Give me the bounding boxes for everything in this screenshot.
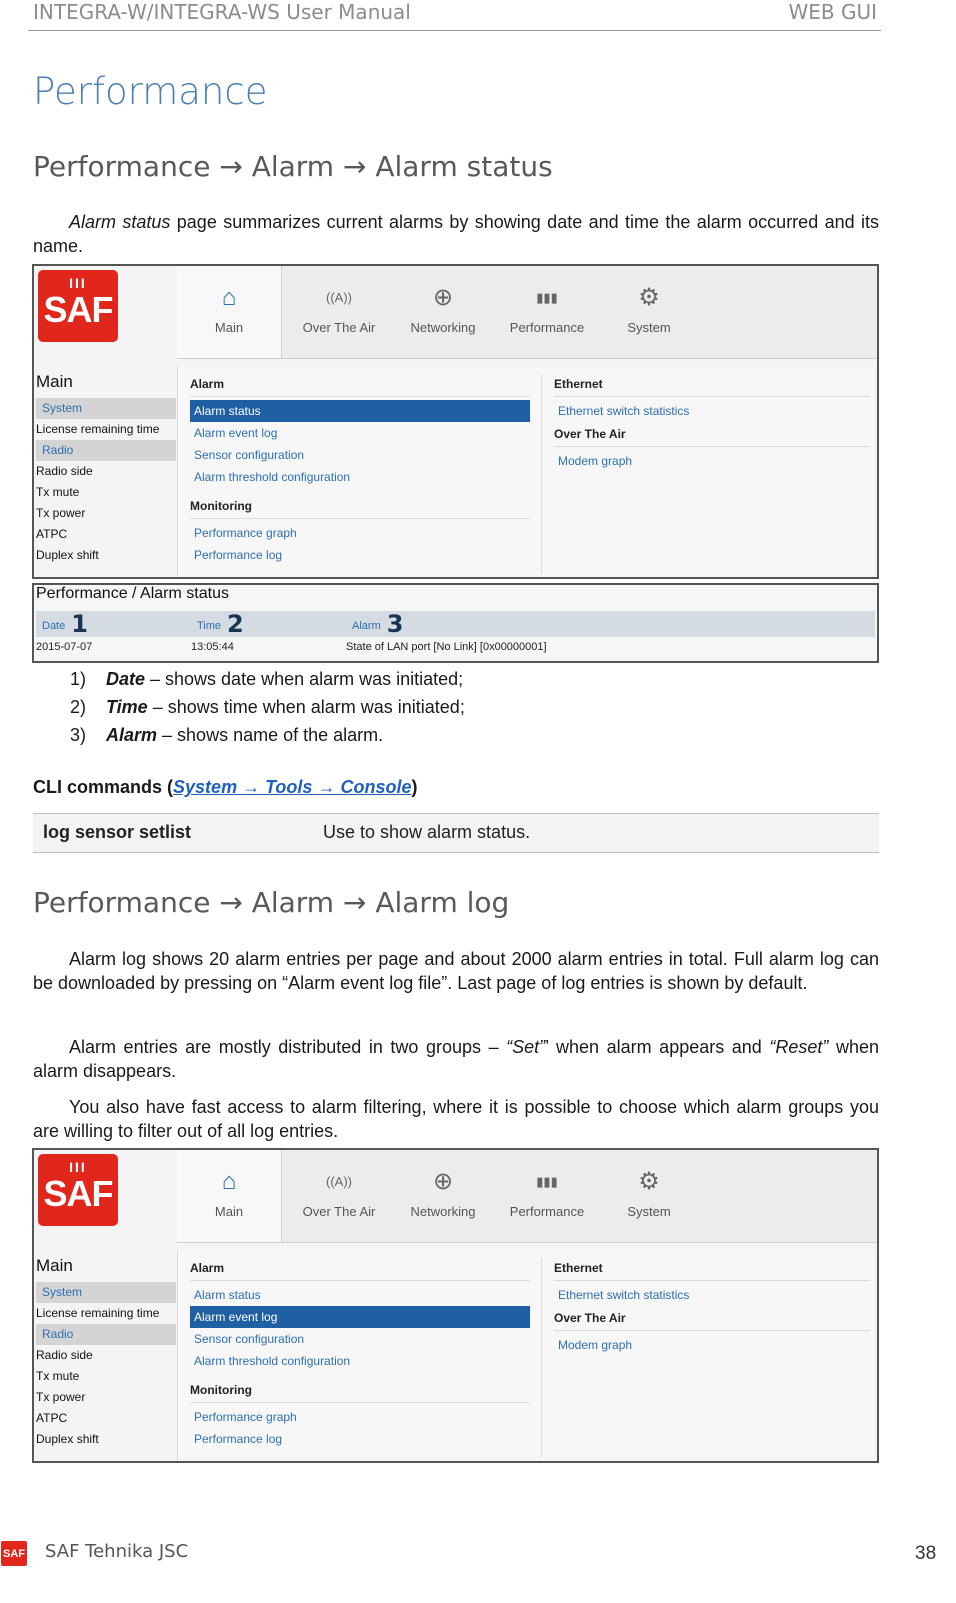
menu-performance-graph[interactable]: Performance graph bbox=[194, 526, 297, 540]
saf-logo: III SAF bbox=[38, 270, 118, 342]
side-group-radio[interactable]: Radio bbox=[36, 440, 176, 461]
side-item-tx-power: Tx power bbox=[36, 506, 86, 520]
bar-chart-icon: ▮▮▮ bbox=[536, 1174, 558, 1189]
cell-time: 13:05:44 bbox=[191, 641, 234, 653]
alarm-log-paragraph-3: You also have fast access to alarm filtering, where it is possible to choose which alarm groups you are willing to filter out of all log entries. bbox=[33, 1097, 879, 1141]
home-icon: ⌂ bbox=[221, 1168, 237, 1195]
top-navigation bbox=[177, 266, 877, 359]
footer-saf-logo: SAF bbox=[1, 1541, 27, 1566]
table-header bbox=[36, 611, 875, 637]
manual-title: INTEGRA-W/INTEGRA-WS User Manual bbox=[33, 0, 411, 24]
link-console[interactable]: Console bbox=[340, 777, 412, 797]
ethernet-heading: Ethernet bbox=[554, 372, 870, 397]
side-group-system[interactable]: System bbox=[36, 398, 176, 419]
cli-command: log sensor setlist bbox=[43, 822, 192, 842]
side-group-system[interactable]: System bbox=[36, 1282, 176, 1303]
link-system[interactable]: System bbox=[173, 777, 238, 797]
menu-alarm-threshold[interactable]: Alarm threshold configuration bbox=[194, 1354, 351, 1368]
menu-sensor-configuration[interactable]: Sensor configuration bbox=[194, 1332, 305, 1346]
nav-tab-system[interactable]: ⚙ System bbox=[597, 1150, 701, 1242]
menu-alarm-threshold[interactable]: Alarm threshold configuration bbox=[194, 470, 351, 484]
side-group-radio[interactable]: Radio bbox=[36, 1324, 176, 1345]
page-number: 38 bbox=[915, 1543, 937, 1564]
nav-tab-main[interactable]: ⌂ Main bbox=[177, 266, 282, 358]
column-alarm[interactable]: Alarm 3 bbox=[352, 610, 404, 638]
side-menu bbox=[36, 366, 176, 566]
menu-performance-graph[interactable]: Performance graph bbox=[194, 1410, 297, 1424]
side-item-atpc: ATPC bbox=[36, 1411, 68, 1425]
menu-alarm-status[interactable]: Alarm status bbox=[194, 1288, 261, 1302]
bar-chart-icon: ▮▮▮ bbox=[536, 290, 558, 305]
nav-tab-main[interactable]: ⌂ Main bbox=[177, 1150, 282, 1242]
intro-text: page summarizes current alarms by showing date and time the alarm occurred and its name. bbox=[33, 212, 879, 256]
alarm-log-paragraph-1: Alarm log shows 20 alarm entries per page and about 2000 alarm entries in total. Full alarm log can be downloaded by pressing on “Alarm event log file”. Last page of log entries is shown by default. bbox=[33, 949, 879, 993]
alarm-status-intro bbox=[33, 210, 879, 258]
alarm-heading: Alarm bbox=[190, 1256, 530, 1281]
side-item-duplex-shift: Duplex shift bbox=[36, 1432, 99, 1446]
menu-ethernet-switch-statistics[interactable]: Ethernet switch statistics bbox=[558, 404, 690, 418]
gui-screenshot-alarm-log bbox=[32, 1148, 879, 1463]
home-icon: ⌂ bbox=[221, 284, 237, 311]
monitoring-heading: Monitoring bbox=[190, 1378, 530, 1403]
performance-menu-panel bbox=[177, 1250, 874, 1460]
section-heading-alarm-log: Performance → Alarm → Alarm log bbox=[33, 886, 510, 919]
column-date[interactable]: Date 1 bbox=[42, 610, 88, 638]
gear-icon: ⚙ bbox=[638, 284, 660, 311]
side-menu-title: Main bbox=[36, 372, 73, 391]
side-item-tx-power: Tx power bbox=[36, 1390, 86, 1404]
saf-logo: III SAF bbox=[38, 1154, 118, 1226]
alarm-log-paragraph-2: Alarm entries are mostly distributed in two groups – “Set”’ when alarm appears and “Reset” when alarm disappears. bbox=[33, 1037, 879, 1081]
nav-tab-system[interactable]: ⚙ System bbox=[597, 266, 701, 358]
cell-date: 2015-07-07 bbox=[36, 641, 93, 653]
nav-tab-performance[interactable]: ▮▮▮ Performance bbox=[495, 1150, 599, 1242]
page-header bbox=[28, 0, 881, 31]
ota-heading: Over The Air bbox=[554, 422, 870, 447]
side-item-atpc: ATPC bbox=[36, 527, 68, 541]
side-item-license: License remaining time bbox=[36, 1306, 160, 1320]
gui-screenshot-alarm-status bbox=[32, 264, 879, 579]
alarm-column bbox=[190, 372, 530, 566]
side-item-tx-mute: Tx mute bbox=[36, 485, 80, 499]
column-divider bbox=[541, 374, 542, 574]
list-item: 2) Time – shows time when alarm was initiated; bbox=[70, 697, 465, 717]
side-item-radio-side: Radio side bbox=[36, 1348, 93, 1362]
side-menu-title: Main bbox=[36, 1256, 73, 1275]
globe-icon: ⊕ bbox=[432, 1168, 454, 1195]
section-label: WEB GUI bbox=[788, 0, 877, 24]
menu-ethernet-switch-statistics[interactable]: Ethernet switch statistics bbox=[558, 1288, 690, 1302]
performance-menu-panel bbox=[177, 366, 874, 576]
cell-alarm: State of LAN port [No Link] [0x00000001] bbox=[346, 641, 547, 653]
antenna-icon: ((A)) bbox=[326, 290, 352, 305]
menu-sensor-configuration[interactable]: Sensor configuration bbox=[194, 448, 305, 462]
menu-performance-log[interactable]: Performance log bbox=[194, 548, 283, 562]
menu-alarm-status[interactable]: Alarm status bbox=[190, 400, 530, 422]
column-time[interactable]: Time 2 bbox=[197, 610, 244, 638]
page-title: Performance bbox=[33, 70, 268, 113]
nav-tab-performance[interactable]: ▮▮▮ Performance bbox=[495, 266, 599, 358]
top-navigation bbox=[177, 1150, 877, 1243]
ethernet-column bbox=[554, 1256, 870, 1356]
menu-modem-graph[interactable]: Modem graph bbox=[558, 1338, 633, 1352]
callout-2: 2 bbox=[227, 610, 244, 638]
ethernet-heading: Ethernet bbox=[554, 1256, 870, 1281]
callout-3: 3 bbox=[386, 610, 404, 638]
side-item-duplex-shift: Duplex shift bbox=[36, 548, 99, 562]
table-title: Performance / Alarm status bbox=[36, 585, 229, 602]
link-tools[interactable]: Tools bbox=[265, 777, 313, 797]
footer-company: SAF Tehnika JSC bbox=[45, 1541, 189, 1562]
alarm-column bbox=[190, 1256, 530, 1450]
nav-tab-over-the-air[interactable]: ((A)) Over The Air bbox=[287, 266, 391, 358]
side-menu bbox=[36, 1250, 176, 1450]
nav-tab-networking[interactable]: ⊕ Networking bbox=[391, 266, 495, 358]
monitoring-heading: Monitoring bbox=[190, 494, 530, 519]
alarm-heading: Alarm bbox=[190, 372, 530, 397]
side-item-tx-mute: Tx mute bbox=[36, 1369, 80, 1383]
cli-commands-heading: CLI commands (System → Tools → Console) bbox=[33, 777, 418, 797]
list-item: 1) Date – shows date when alarm was initiated; bbox=[70, 669, 464, 689]
side-item-radio-side: Radio side bbox=[36, 464, 93, 478]
side-item-license: License remaining time bbox=[36, 422, 160, 436]
cli-command-table bbox=[33, 813, 879, 853]
ota-heading: Over The Air bbox=[554, 1306, 870, 1331]
callout-1: 1 bbox=[71, 610, 88, 638]
ethernet-column bbox=[554, 372, 870, 472]
section-heading-alarm-status: Performance → Alarm → Alarm status bbox=[33, 150, 553, 183]
nav-tab-over-the-air[interactable]: ((A)) Over The Air bbox=[287, 1150, 391, 1242]
nav-tab-networking[interactable]: ⊕ Networking bbox=[391, 1150, 495, 1242]
gear-icon: ⚙ bbox=[638, 1168, 660, 1195]
antenna-icon: ((A)) bbox=[326, 1174, 352, 1189]
column-divider bbox=[541, 1258, 542, 1458]
list-item: 3) Alarm – shows name of the alarm. bbox=[70, 725, 384, 745]
menu-modem-graph[interactable]: Modem graph bbox=[558, 454, 633, 468]
alarm-status-table bbox=[32, 583, 879, 663]
menu-performance-log[interactable]: Performance log bbox=[194, 1432, 283, 1446]
menu-alarm-event-log[interactable]: Alarm event log bbox=[194, 426, 278, 440]
intro-emphasis: Alarm status bbox=[69, 212, 171, 232]
cli-description: Use to show alarm status. bbox=[323, 822, 531, 842]
menu-alarm-event-log[interactable]: Alarm event log bbox=[190, 1306, 530, 1328]
globe-icon: ⊕ bbox=[432, 284, 454, 311]
